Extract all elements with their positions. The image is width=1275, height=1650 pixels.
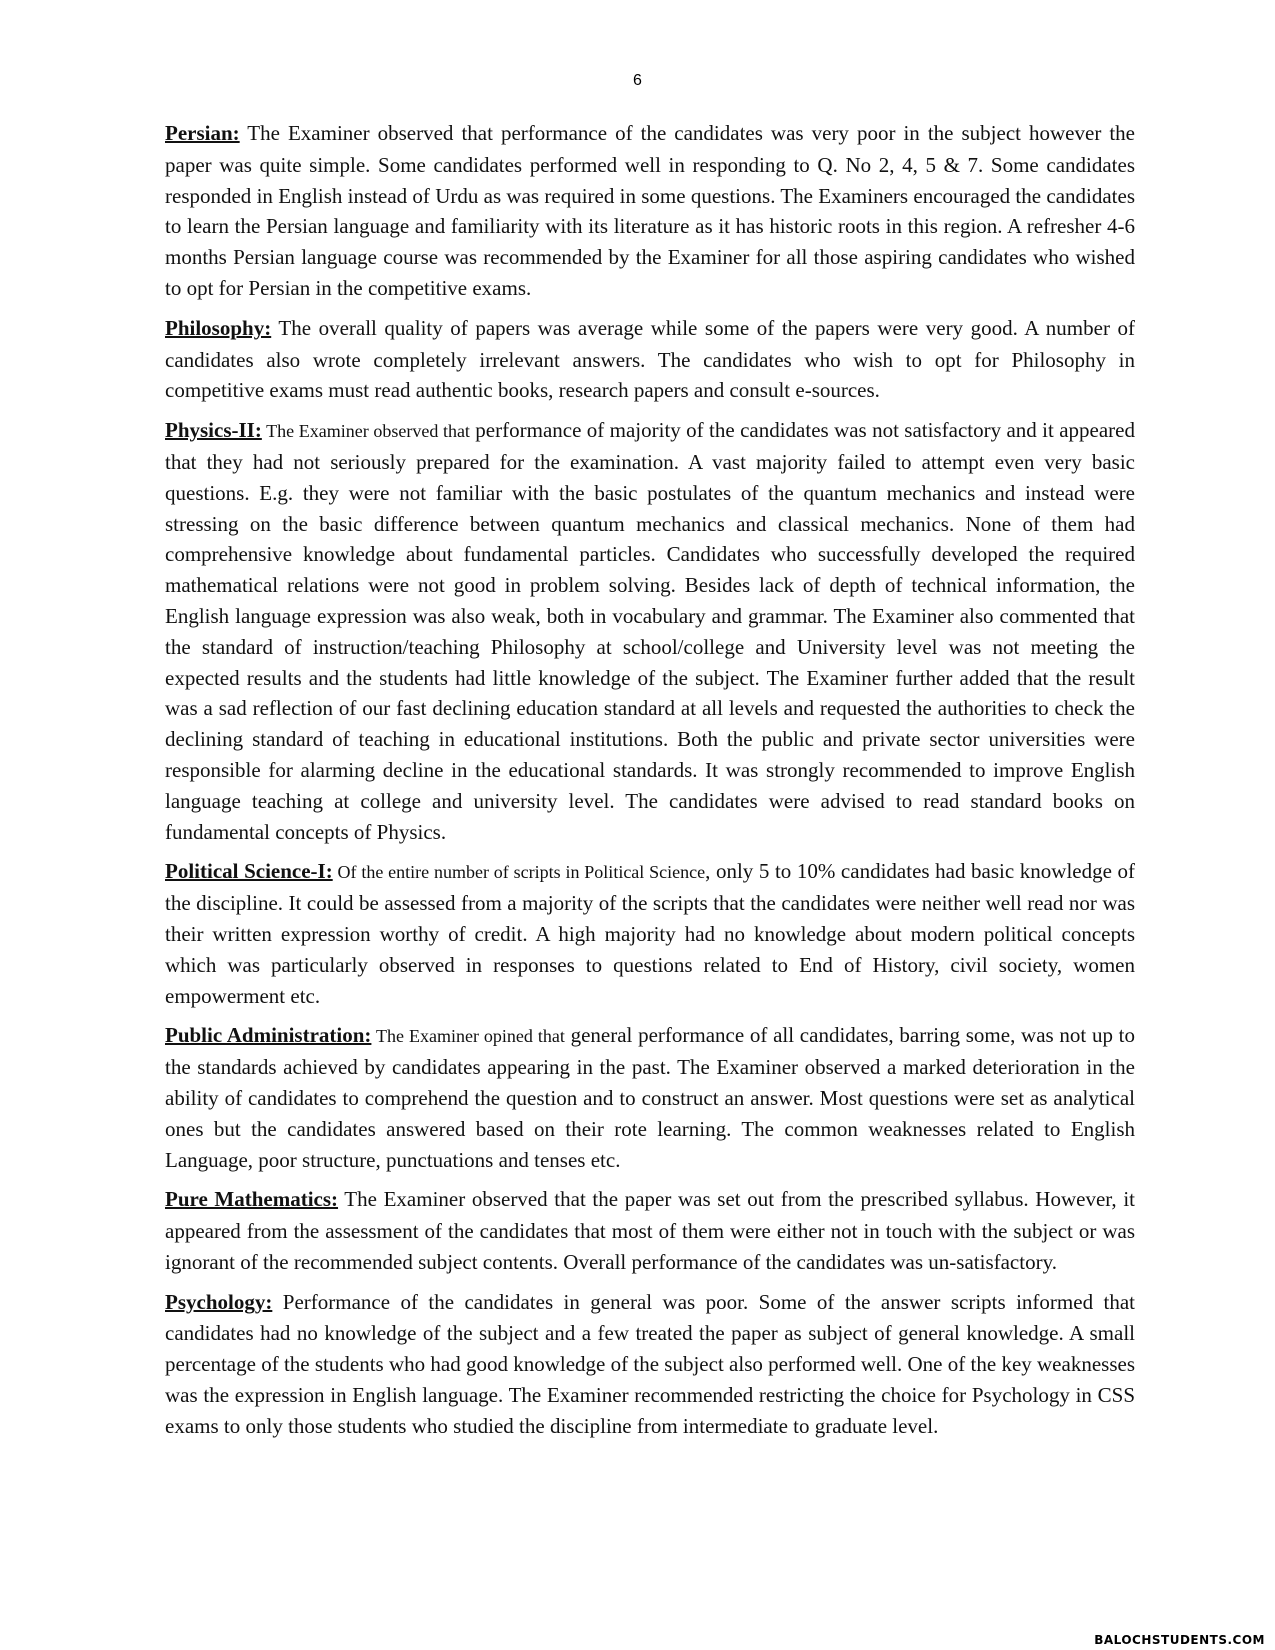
section-body: performance of majority of the candidates was not satisfactory and it appeared that they had not seriously prepared for the examination. A vast majority failed to attempt even very basic questions. E.g. they were not familiar with the basic postulates of the quantum mechanics and instead were stressing on the basic difference between quantum mechanics and classical mechanics. None of them had comprehensive knowledge about fundamental particles. Candidates who successfully developed the required mathematical relations were not good in problem solving. Besides lack of depth of technical information, the English language expression was also weak, both in vocabulary and grammar. The Examiner also commented that the standard of instruction/teaching Philosophy at school/college and University level was not meeting the expected results and the students had little knowledge of the subject. The Examiner further added that the result was a sad reflection of our fast declining education standard at all levels and requested the authorities to check the declining standard of teaching in educational institutions. Both the public and private sector universities were responsible for alarming decline in the educational standards. It was strongly recommended to improve English language teaching at college and university level. The candidates were advised to read standard books on fundamental concepts of Physics. [165, 418, 1135, 844]
section-lead: The Examiner opined that [371, 1026, 565, 1047]
section-body: Performance of the candidates in general was poor. Some of the answer scripts informed that candidates had no knowledge of the subject and a few treated the paper as subject of general knowledge. A small percentage of the students who had good knowledge of the subject also performed well. One of the key weaknesses was the expression in English language. The Examiner recommended restricting the choice for Psychology in CSS exams to only those students who studied the discipline from intermediate to graduate level. [165, 1289, 1135, 1438]
section-heading: Psychology: [165, 1289, 273, 1314]
section-physics-ii [165, 415, 1135, 847]
section-heading: Physics-II: [165, 418, 262, 443]
section-persian [165, 118, 1135, 304]
section-heading: Public Administration: [165, 1023, 372, 1048]
document-body [165, 118, 1135, 1451]
section-lead: The Examiner observed that [261, 421, 470, 442]
section-pure-mathematics [165, 1184, 1135, 1277]
page-number: 6 [633, 72, 642, 89]
section-body: The Examiner observed that the paper was set out from the prescribed syllabus. However, it appeared from the assessment of the candidates that most of them were either not in touch with the subject or was ignorant of the recommended subject contents. Overall performance of the candidates was un-satisfactory. [165, 1187, 1135, 1274]
section-lead: Of the entire number of scripts in Political Science [332, 862, 706, 883]
section-philosophy [165, 313, 1135, 406]
section-political-science-i [165, 856, 1135, 1011]
section-body: , only 5 to 10% candidates had basic knowledge of the discipline. It could be assessed from a majority of the scripts that the candidates were neither well read nor was their written expression worthy of credit. A high majority had no knowledge about modern political concepts which was particularly observed in responses to questions related to End of History, civil society, women empowerment etc. [165, 859, 1135, 1008]
section-heading: Political Science-I: [165, 859, 333, 884]
section-heading: Persian: [165, 121, 240, 145]
section-body: The overall quality of papers was average while some of the papers were very good. A number of candidates also wrote completely irrelevant answers. The candidates who wish to opt for Philosophy in competitive exams must read authentic books, research papers and consult e-sources. [165, 315, 1135, 403]
section-heading: Pure Mathematics: [165, 1187, 339, 1212]
section-public-administration [165, 1020, 1135, 1175]
section-body: general performance of all candidates, barring some, was not up to the standards achieved by candidates appearing in the past. The Examiner observed a marked deterioration in the ability of candidates to comprehend the question and to construct an answer. Most questions were set as analytical ones but the candidates answered based on their rote learning. The common weaknesses related to English Language, poor structure, punctuations and tenses etc. [165, 1023, 1135, 1172]
watermark: BALOCHSTUDENTS.COM [1094, 1633, 1265, 1647]
section-body: The Examiner observed that performance of the candidates was very poor in the subject however the paper was quite simple. Some candidates performed well in responding to Q. No 2, 4, 5 & 7. Some candidates responded in English instead of Urdu as was required in some questions. The Examiners encouraged the candidates to learn the Persian language and familiarity with its literature as it has historic roots in this region. A refresher 4-6 months Persian language course was recommended by the Examiner for all those aspiring candidates who wished to opt for Persian in the competitive exams. [165, 121, 1135, 300]
section-psychology [165, 1287, 1135, 1442]
section-heading: Philosophy: [165, 315, 272, 340]
